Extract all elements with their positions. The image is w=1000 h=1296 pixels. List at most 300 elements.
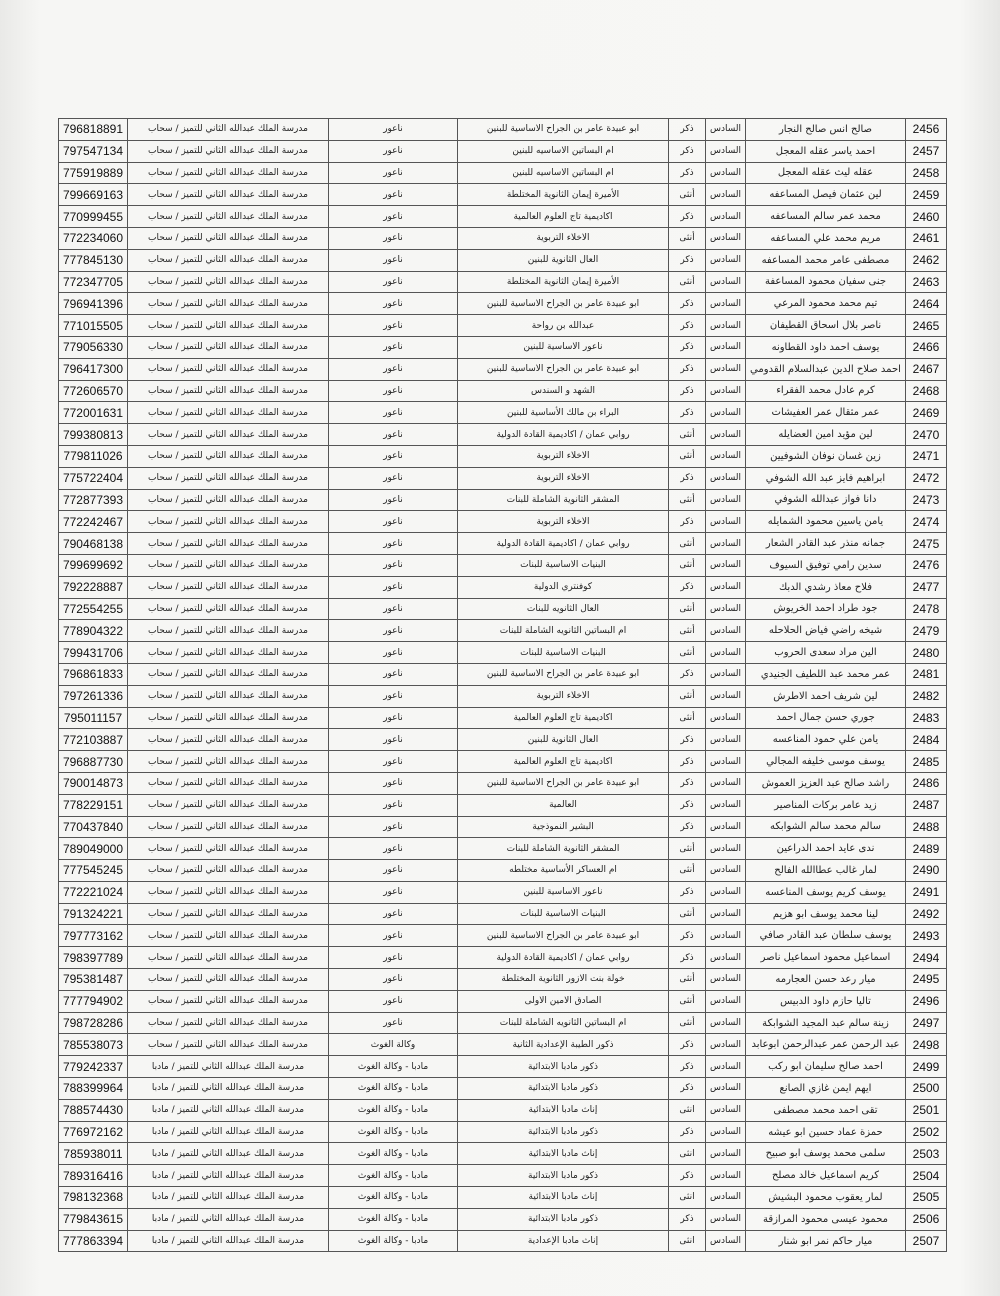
cell-num: 2490	[906, 860, 947, 882]
cell-center: مدرسة الملك عبدالله الثاني للتميز / سحاب	[128, 315, 329, 337]
cell-gender: أنثى	[669, 489, 706, 511]
cell-center: مدرسة الملك عبدالله الثاني للتميز / سحاب	[128, 794, 329, 816]
cell-name: سدين رامي توفيق السيوف	[746, 554, 906, 576]
cell-gender: أنثى	[669, 707, 706, 729]
cell-num: 2499	[906, 1056, 947, 1078]
cell-school: ناعور الاساسية للبنين	[458, 336, 669, 358]
cell-num: 2501	[906, 1099, 947, 1121]
cell-directorate: ناعور	[329, 293, 458, 315]
cell-directorate: ناعور	[329, 598, 458, 620]
cell-school: ذكور مادبا الابتدائية	[458, 1056, 669, 1078]
cell-num: 2505	[906, 1187, 947, 1209]
cell-directorate: ناعور	[329, 358, 458, 380]
cell-school: المشقر الثانوية الشاملة للبنات	[458, 838, 669, 860]
table-row	[59, 903, 947, 925]
cell-grade: السادس	[706, 772, 746, 794]
cell-center: مدرسة الملك عبدالله الثاني للتميز / سحاب	[128, 903, 329, 925]
cell-school: الاخلاء التربوية	[458, 445, 669, 467]
cell-num: 2457	[906, 140, 947, 162]
cell-grade: السادس	[706, 969, 746, 991]
cell-grade: السادس	[706, 1187, 746, 1209]
cell-center: مدرسة الملك عبدالله الثاني للتميز / سحاب	[128, 772, 329, 794]
cell-name: احمد صالح سليمان ابو ركب	[746, 1056, 906, 1078]
cell-gender: ذكر	[669, 336, 706, 358]
cell-grade: السادس	[706, 554, 746, 576]
cell-directorate: مادبا - وكالة الغوث	[329, 1165, 458, 1187]
cell-num: 2464	[906, 293, 947, 315]
cell-gender: ذكر	[669, 402, 706, 424]
cell-num: 2482	[906, 685, 947, 707]
cell-center: مدرسة الملك عبدالله الثاني للتميز / سحاب	[128, 358, 329, 380]
cell-phone: 785938011	[59, 1143, 128, 1165]
cell-num: 2494	[906, 947, 947, 969]
cell-center: مدرسة الملك عبدالله الثاني للتميز / سحاب	[128, 467, 329, 489]
cell-phone: 789049000	[59, 838, 128, 860]
cell-grade: السادس	[706, 663, 746, 685]
cell-directorate: ناعور	[329, 249, 458, 271]
cell-name: عمر محمد عبد اللطيف الجنيدي	[746, 663, 906, 685]
cell-name: لمار غالب عطاالله الفالح	[746, 860, 906, 882]
cell-directorate: ناعور	[329, 336, 458, 358]
cell-phone: 776972162	[59, 1121, 128, 1143]
cell-num: 2471	[906, 445, 947, 467]
cell-directorate: ناعور	[329, 554, 458, 576]
cell-directorate: ناعور	[329, 838, 458, 860]
cell-gender: ذكر	[669, 881, 706, 903]
cell-directorate: مادبا - وكالة الغوث	[329, 1078, 458, 1100]
cell-grade: السادس	[706, 1230, 746, 1252]
cell-gender: ذكر	[669, 1056, 706, 1078]
cell-grade: السادس	[706, 1099, 746, 1121]
table-row	[59, 685, 947, 707]
cell-directorate: ناعور	[329, 881, 458, 903]
cell-directorate: مادبا - وكالة الغوث	[329, 1056, 458, 1078]
table-row	[59, 511, 947, 533]
cell-gender: أنثى	[669, 620, 706, 642]
cell-gender: ذكر	[669, 1078, 706, 1100]
cell-directorate: ناعور	[329, 119, 458, 141]
cell-center: مدرسة الملك عبدالله الثاني للتميز / سحاب	[128, 685, 329, 707]
cell-num: 2503	[906, 1143, 947, 1165]
cell-phone: 779811026	[59, 445, 128, 467]
cell-grade: السادس	[706, 816, 746, 838]
table-row	[59, 969, 947, 991]
cell-grade: السادس	[706, 860, 746, 882]
cell-directorate: مادبا - وكالة الغوث	[329, 1187, 458, 1209]
cell-name: حمزة عماد حسين ابو عيشه	[746, 1121, 906, 1143]
cell-school: ناعور الاساسية للبنين	[458, 881, 669, 903]
cell-directorate: ناعور	[329, 620, 458, 642]
table-row	[59, 576, 947, 598]
cell-phone: 798728286	[59, 1012, 128, 1034]
cell-directorate: ناعور	[329, 206, 458, 228]
cell-grade: السادس	[706, 707, 746, 729]
cell-gender: انثى	[669, 1187, 706, 1209]
cell-center: مدرسة الملك عبدالله الثاني للتميز / سحاب	[128, 663, 329, 685]
cell-directorate: ناعور	[329, 533, 458, 555]
cell-name: تقى احمد محمد مصطفى	[746, 1099, 906, 1121]
cell-grade: السادس	[706, 184, 746, 206]
cell-phone: 772242467	[59, 511, 128, 533]
cell-phone: 777863394	[59, 1230, 128, 1252]
cell-center: مدرسة الملك عبدالله الثاني للتميز / سحاب	[128, 816, 329, 838]
cell-num: 2492	[906, 903, 947, 925]
cell-grade: السادس	[706, 271, 746, 293]
table-row	[59, 1208, 947, 1230]
cell-school: اكاديمية تاج العلوم العالمية	[458, 206, 669, 228]
cell-name: زينة سالم عبد المجيد الشوابكة	[746, 1012, 906, 1034]
cell-name: مريم محمد علي المساعفه	[746, 227, 906, 249]
cell-name: مصطفى عامر محمد المساعفه	[746, 249, 906, 271]
cell-grade: السادس	[706, 402, 746, 424]
cell-name: زين غسان نوفان الشوفيين	[746, 445, 906, 467]
table-row	[59, 642, 947, 664]
cell-phone: 790014873	[59, 772, 128, 794]
cell-num: 2467	[906, 358, 947, 380]
cell-name: كرم عادل محمد الفقراء	[746, 380, 906, 402]
table-row	[59, 707, 947, 729]
cell-school: البنيات الاساسية للبنات	[458, 554, 669, 576]
cell-gender: أنثى	[669, 598, 706, 620]
cell-phone: 799380813	[59, 424, 128, 446]
cell-gender: أنثى	[669, 554, 706, 576]
cell-num: 2461	[906, 227, 947, 249]
cell-school: ام البساتين الثانويه الشاملة للبنات	[458, 620, 669, 642]
cell-school: إناث مادبا الإعدادية	[458, 1230, 669, 1252]
cell-name: لمار يعقوب محمود البشيش	[746, 1187, 906, 1209]
cell-grade: السادس	[706, 467, 746, 489]
cell-school: روابي عمان / اكاديمية القادة الدولية	[458, 424, 669, 446]
cell-center: مدرسة الملك عبدالله الثاني للتميز / سحاب	[128, 707, 329, 729]
cell-directorate: ناعور	[329, 707, 458, 729]
cell-gender: أنثى	[669, 990, 706, 1012]
cell-phone: 772221024	[59, 881, 128, 903]
table-row	[59, 380, 947, 402]
cell-center: مدرسة الملك عبدالله الثاني للتميز / سحاب	[128, 925, 329, 947]
cell-directorate: ناعور	[329, 663, 458, 685]
cell-gender: انثى	[669, 1230, 706, 1252]
cell-phone: 788399964	[59, 1078, 128, 1100]
cell-school: ذكور مادبا الابتدائية	[458, 1208, 669, 1230]
cell-num: 2456	[906, 119, 947, 141]
cell-grade: السادس	[706, 729, 746, 751]
cell-name: جنى سفيان محمود المساعفة	[746, 271, 906, 293]
table-row	[59, 467, 947, 489]
cell-num: 2469	[906, 402, 947, 424]
cell-name: احمد ياسر عقله المعجل	[746, 140, 906, 162]
cell-school: إناث مادبا الابتدائية	[458, 1187, 669, 1209]
cell-grade: السادس	[706, 227, 746, 249]
cell-directorate: ناعور	[329, 925, 458, 947]
cell-num: 2502	[906, 1121, 947, 1143]
cell-name: عمر مثقال عمر العفيشات	[746, 402, 906, 424]
cell-gender: أنثى	[669, 184, 706, 206]
table-row	[59, 184, 947, 206]
cell-school: ام العساكر الأساسية مختلطه	[458, 860, 669, 882]
cell-name: يوسف موسى خليفه المجالي	[746, 751, 906, 773]
cell-school: كوفنتري الدولية	[458, 576, 669, 598]
cell-name: محمد عمر سالم المساعفه	[746, 206, 906, 228]
cell-phone: 795381487	[59, 969, 128, 991]
cell-name: يوسف سلطان عبد القادر صافي	[746, 925, 906, 947]
cell-grade: السادس	[706, 445, 746, 467]
cell-gender: ذكر	[669, 1208, 706, 1230]
cell-gender: ذكر	[669, 794, 706, 816]
cell-gender: ذكر	[669, 947, 706, 969]
cell-school: خولة بنت الازور الثانوية المختلطة	[458, 969, 669, 991]
cell-phone: 797773162	[59, 925, 128, 947]
cell-school: الأميرة إيمان الثانوية المختلطة	[458, 271, 669, 293]
cell-gender: ذكر	[669, 162, 706, 184]
cell-directorate: ناعور	[329, 162, 458, 184]
cell-school: ام البساتين الثانويه الشاملة للبنات	[458, 1012, 669, 1034]
cell-school: البنيات الاساسية للبنات	[458, 903, 669, 925]
table-row	[59, 620, 947, 642]
table-row	[59, 1187, 947, 1209]
cell-num: 2480	[906, 642, 947, 664]
cell-gender: ذكر	[669, 925, 706, 947]
cell-school: المشقر الثانوية الشاملة للبنات	[458, 489, 669, 511]
cell-phone: 798132368	[59, 1187, 128, 1209]
cell-grade: السادس	[706, 533, 746, 555]
cell-school: روابي عمان / اكاديمية القادة الدولية	[458, 533, 669, 555]
cell-school: روابي عمان / اكاديمية القادة الدولية	[458, 947, 669, 969]
cell-name: محمود عيسى محمود المرازقة	[746, 1208, 906, 1230]
cell-phone: 778904322	[59, 620, 128, 642]
cell-center: مدرسة الملك عبدالله الثاني للتميز / سحاب	[128, 751, 329, 773]
cell-school: اكاديمية تاج العلوم العالمية	[458, 751, 669, 773]
cell-gender: ذكر	[669, 358, 706, 380]
cell-gender: ذكر	[669, 576, 706, 598]
cell-num: 2463	[906, 271, 947, 293]
table-row	[59, 1099, 947, 1121]
cell-center: مدرسة الملك عبدالله الثاني للتميز / سحاب	[128, 162, 329, 184]
cell-gender: ذكر	[669, 1121, 706, 1143]
cell-name: زيد عامر بركات المناصير	[746, 794, 906, 816]
cell-center: مدرسة الملك عبدالله الثاني للتميز / سحاب	[128, 969, 329, 991]
cell-directorate: ناعور	[329, 751, 458, 773]
cell-grade: السادس	[706, 424, 746, 446]
cell-school: ابو عبيدة عامر بن الجراح الاساسية للبنين	[458, 772, 669, 794]
cell-center: مدرسة الملك عبدالله الثاني للتميز / سحاب	[128, 1034, 329, 1056]
cell-center: مدرسة الملك عبدالله الثاني للتميز / سحاب	[128, 402, 329, 424]
cell-center: مدرسة الملك عبدالله الثاني للتميز / سحاب	[128, 642, 329, 664]
table-row	[59, 772, 947, 794]
cell-gender: ذكر	[669, 729, 706, 751]
cell-directorate: ناعور	[329, 227, 458, 249]
cell-phone: 797547134	[59, 140, 128, 162]
cell-phone: 796818891	[59, 119, 128, 141]
table-row	[59, 315, 947, 337]
cell-phone: 771015505	[59, 315, 128, 337]
cell-name: لين عثمان فيصل المساعفه	[746, 184, 906, 206]
cell-center: مدرسة الملك عبدالله الثاني للتميز / سحاب	[128, 576, 329, 598]
cell-gender: ذكر	[669, 1165, 706, 1187]
cell-directorate: ناعور	[329, 969, 458, 991]
cell-center: مدرسة الملك عبدالله الثاني للتميز / سحاب	[128, 620, 329, 642]
cell-grade: السادس	[706, 620, 746, 642]
cell-gender: أنثى	[669, 445, 706, 467]
cell-grade: السادس	[706, 336, 746, 358]
cell-school: ذكور مادبا الابتدائية	[458, 1121, 669, 1143]
table-row	[59, 206, 947, 228]
cell-grade: السادس	[706, 685, 746, 707]
cell-directorate: وكالة الغوث	[329, 1034, 458, 1056]
cell-gender: أنثى	[669, 838, 706, 860]
cell-directorate: ناعور	[329, 576, 458, 598]
cell-num: 2468	[906, 380, 947, 402]
cell-directorate: ناعور	[329, 642, 458, 664]
cell-grade: السادس	[706, 206, 746, 228]
cell-phone: 777794902	[59, 990, 128, 1012]
cell-school: ابو عبيدة عامر بن الجراح الاساسية للبنين	[458, 358, 669, 380]
table-row	[59, 860, 947, 882]
cell-phone: 775919889	[59, 162, 128, 184]
cell-directorate: مادبا - وكالة الغوث	[329, 1099, 458, 1121]
cell-gender: أنثى	[669, 860, 706, 882]
cell-school: العالمية	[458, 794, 669, 816]
cell-phone: 779242337	[59, 1056, 128, 1078]
cell-center: مدرسة الملك عبدالله الثاني للتميز / سحاب	[128, 293, 329, 315]
cell-num: 2475	[906, 533, 947, 555]
table-row	[59, 119, 947, 141]
cell-gender: أنثى	[669, 271, 706, 293]
cell-num: 2460	[906, 206, 947, 228]
table-row	[59, 489, 947, 511]
table-row	[59, 794, 947, 816]
cell-gender: ذكر	[669, 140, 706, 162]
cell-directorate: ناعور	[329, 184, 458, 206]
cell-center: مدرسة الملك عبدالله الثاني للتميز / سحاب	[128, 489, 329, 511]
cell-num: 2474	[906, 511, 947, 533]
cell-gender: ذكر	[669, 293, 706, 315]
cell-num: 2472	[906, 467, 947, 489]
cell-name: كريم اسماعيل خالد مصلح	[746, 1165, 906, 1187]
cell-phone: 798397789	[59, 947, 128, 969]
table-row	[59, 1121, 947, 1143]
table-body	[59, 119, 947, 1252]
student-table	[58, 118, 947, 1252]
cell-grade: السادس	[706, 1034, 746, 1056]
cell-directorate: ناعور	[329, 271, 458, 293]
cell-name: يوسف احمد داود القطاونه	[746, 336, 906, 358]
cell-school: الأميرة إيمان الثانوية المختلطة	[458, 184, 669, 206]
cell-phone: 770437840	[59, 816, 128, 838]
cell-num: 2462	[906, 249, 947, 271]
cell-name: لينا محمد يوسف ابو هزيم	[746, 903, 906, 925]
cell-grade: السادس	[706, 1143, 746, 1165]
cell-num: 2466	[906, 336, 947, 358]
cell-school: إناث مادبا الابتدائية	[458, 1143, 669, 1165]
cell-phone: 770999455	[59, 206, 128, 228]
cell-center: مدرسة الملك عبدالله الثاني للتميز / مادبا	[128, 1208, 329, 1230]
cell-gender: أنثى	[669, 424, 706, 446]
cell-directorate: ناعور	[329, 467, 458, 489]
table-row	[59, 249, 947, 271]
cell-school: ام البساتين الاساسيه للبنين	[458, 140, 669, 162]
cell-center: مدرسة الملك عبدالله الثاني للتميز / سحاب	[128, 947, 329, 969]
cell-name: ميار رعد حسن العجارمه	[746, 969, 906, 991]
cell-gender: انثى	[669, 1143, 706, 1165]
cell-grade: السادس	[706, 119, 746, 141]
cell-num: 2484	[906, 729, 947, 751]
cell-num: 2486	[906, 772, 947, 794]
cell-num: 2500	[906, 1078, 947, 1100]
table-row	[59, 1143, 947, 1165]
cell-name: لين شريف احمد الاطرش	[746, 685, 906, 707]
cell-gender: أنثى	[669, 903, 706, 925]
cell-phone: 796941396	[59, 293, 128, 315]
cell-grade: السادس	[706, 511, 746, 533]
cell-grade: السادس	[706, 576, 746, 598]
cell-phone: 772877393	[59, 489, 128, 511]
cell-num: 2478	[906, 598, 947, 620]
cell-num: 2507	[906, 1230, 947, 1252]
cell-num: 2483	[906, 707, 947, 729]
table-row	[59, 838, 947, 860]
cell-num: 2485	[906, 751, 947, 773]
cell-name: اسماعيل محمود اسماعيل ناصر	[746, 947, 906, 969]
table-row	[59, 424, 947, 446]
cell-phone: 789316416	[59, 1165, 128, 1187]
cell-center: مدرسة الملك عبدالله الثاني للتميز / سحاب	[128, 424, 329, 446]
cell-phone: 779843615	[59, 1208, 128, 1230]
table-row	[59, 1230, 947, 1252]
table-row	[59, 881, 947, 903]
cell-num: 2496	[906, 990, 947, 1012]
table-row	[59, 947, 947, 969]
cell-school: ابو عبيدة عامر بن الجراح الاساسية للبنين	[458, 663, 669, 685]
cell-grade: السادس	[706, 751, 746, 773]
cell-center: مدرسة الملك عبدالله الثاني للتميز / سحاب	[128, 860, 329, 882]
cell-name: تيم محمد محمود المرعي	[746, 293, 906, 315]
cell-phone: 772606570	[59, 380, 128, 402]
cell-directorate: ناعور	[329, 1012, 458, 1034]
cell-school: العال الثانويه للبنات	[458, 598, 669, 620]
table-row	[59, 729, 947, 751]
cell-school: الاخلاء التربوية	[458, 227, 669, 249]
table-row	[59, 598, 947, 620]
cell-center: مدرسة الملك عبدالله الثاني للتميز / مادبا	[128, 1165, 329, 1187]
cell-center: مدرسة الملك عبدالله الثاني للتميز / سحاب	[128, 227, 329, 249]
cell-num: 2488	[906, 816, 947, 838]
cell-name: يامن علي حمود المناعسه	[746, 729, 906, 751]
cell-grade: السادس	[706, 1012, 746, 1034]
cell-phone: 775722404	[59, 467, 128, 489]
cell-num: 2489	[906, 838, 947, 860]
cell-name: عقله ليث عقله المعجل	[746, 162, 906, 184]
cell-phone: 772554255	[59, 598, 128, 620]
cell-phone: 785538073	[59, 1034, 128, 1056]
cell-grade: السادس	[706, 293, 746, 315]
cell-center: مدرسة الملك عبدالله الثاني للتميز / سحاب	[128, 1012, 329, 1034]
cell-directorate: ناعور	[329, 380, 458, 402]
table-row	[59, 554, 947, 576]
cell-school: الاخلاء التربوية	[458, 511, 669, 533]
cell-center: مدرسة الملك عبدالله الثاني للتميز / مادبا	[128, 1230, 329, 1252]
table-row	[59, 358, 947, 380]
cell-phone: 799699692	[59, 554, 128, 576]
cell-name: لين مؤيد امين العضايله	[746, 424, 906, 446]
cell-phone: 796417300	[59, 358, 128, 380]
cell-directorate: ناعور	[329, 860, 458, 882]
cell-center: مدرسة الملك عبدالله الثاني للتميز / سحاب	[128, 445, 329, 467]
cell-phone: 778229151	[59, 794, 128, 816]
cell-grade: السادس	[706, 140, 746, 162]
cell-phone: 796861833	[59, 663, 128, 685]
cell-center: مدرسة الملك عبدالله الثاني للتميز / مادبا	[128, 1056, 329, 1078]
cell-name: ابراهيم فايز عبد الله الشوفي	[746, 467, 906, 489]
